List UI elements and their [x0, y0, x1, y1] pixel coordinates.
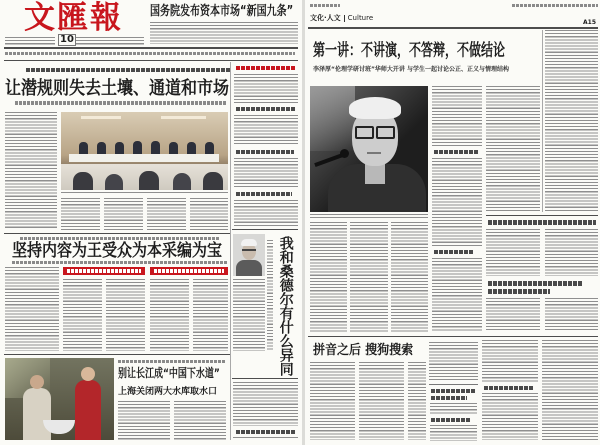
related-box — [429, 384, 478, 441]
article-subhead — [434, 150, 478, 154]
sidebar-red-headline — [236, 66, 296, 70]
related-text — [430, 403, 477, 415]
body-text-column — [63, 279, 102, 351]
feature-vertical-headline: 我和桑德尔有什么异同 — [277, 236, 294, 376]
photo-table — [69, 154, 219, 162]
column-rule — [232, 229, 298, 230]
column-rule — [4, 60, 298, 61]
lead-subheadline — [15, 101, 227, 105]
body-text-column — [432, 86, 482, 146]
body-text-column — [359, 362, 404, 440]
sidebar-headline — [236, 192, 292, 196]
body-text-column — [486, 86, 540, 212]
bottom-kicker — [118, 360, 226, 363]
column-divider — [542, 30, 543, 212]
column-rule — [308, 27, 598, 29]
photo-hair — [349, 97, 401, 119]
body-text-column — [150, 22, 298, 44]
sidebar-text — [234, 115, 298, 146]
body-text-column — [545, 30, 598, 212]
section-divider — [344, 15, 345, 22]
red-bar-text — [154, 269, 224, 273]
body-text-column — [193, 279, 228, 351]
photo-figure — [203, 172, 223, 190]
sidebar-text — [234, 158, 298, 188]
body-text-column — [432, 258, 482, 332]
byline-text — [267, 240, 273, 350]
page-header-text — [310, 4, 340, 7]
column-rule — [232, 378, 298, 379]
microphone-head — [340, 149, 349, 158]
body-text-column — [542, 340, 598, 440]
masthead-info-text — [76, 37, 144, 46]
section-name-en: Culture — [347, 14, 374, 22]
top-headline: 国务院发布资本市场“新国九条” — [150, 4, 294, 19]
article-subhead — [484, 386, 534, 390]
river-photo — [5, 358, 114, 440]
section-name: 文化·人文 — [310, 14, 341, 22]
author-portrait — [233, 234, 265, 276]
body-text-column — [408, 362, 426, 440]
sidebar-text — [234, 200, 298, 227]
bottom-subheadline: 上海关闭两大水库取水口 — [118, 387, 218, 397]
second-subheadline — [12, 261, 227, 264]
box-headline — [488, 281, 583, 286]
photo-glasses-left — [355, 126, 374, 139]
sidebar-headline — [236, 430, 296, 434]
ceiling-light — [161, 116, 206, 119]
body-text-column — [174, 401, 226, 440]
photo-light — [310, 86, 355, 151]
page-header-text — [512, 4, 598, 7]
photo-figure-head — [30, 375, 44, 389]
photo-figure — [73, 172, 93, 190]
body-text-column — [482, 340, 538, 382]
body-text-column — [233, 279, 265, 351]
second-headline: 坚持内容为王受众为本采编为宝 — [12, 239, 223, 261]
body-text-column — [432, 158, 482, 246]
section-label — [310, 15, 373, 22]
body-text-column — [61, 198, 100, 230]
body-text-column — [545, 229, 598, 276]
index-strip — [5, 52, 295, 55]
sidebar-divider — [230, 62, 231, 440]
portrait-body — [236, 260, 262, 276]
photo-figure — [133, 141, 142, 155]
photo-figure — [23, 388, 51, 440]
culture-subheadline: 李泽厚“伦理学研讨班”华师大开讲 与学生一起讨论公正、正义与情理结构 — [313, 66, 509, 73]
body-text-column — [190, 198, 228, 230]
scholar-photo — [310, 86, 428, 212]
red-section-bar — [150, 267, 228, 275]
sidebar-text — [234, 74, 298, 103]
column-rule — [4, 233, 230, 234]
page-number: A15 — [583, 19, 596, 26]
body-text-column — [5, 112, 57, 230]
column-rule — [4, 354, 230, 355]
photo-glasses-right — [376, 126, 395, 139]
photo-caption — [310, 214, 428, 219]
body-text-column — [486, 229, 540, 276]
body-text-column — [482, 393, 538, 440]
photo-figure-head — [81, 367, 95, 381]
photo-mouth — [367, 152, 381, 154]
bottom-headline: 别让长江成“中国下水道” — [118, 367, 220, 381]
red-section-bar — [63, 267, 145, 275]
portrait-glasses — [242, 249, 256, 251]
sidebar-headline — [236, 107, 296, 111]
related-text — [430, 425, 477, 441]
sidebar-headline — [236, 150, 294, 154]
body-text-column — [5, 267, 59, 351]
photo-figure — [151, 141, 160, 155]
masthead: 文匯報 — [24, 0, 123, 36]
body-text-column — [106, 279, 145, 351]
box-headline — [488, 220, 596, 225]
photo-figure — [139, 171, 159, 190]
sidebar-text — [233, 437, 298, 440]
photo-figure — [75, 380, 101, 440]
body-text-column — [350, 222, 388, 332]
body-text-column — [310, 362, 355, 440]
column-rule — [4, 47, 298, 49]
photo-figure — [105, 174, 123, 190]
lead-headline: 让潜规则失去土壤、通道和市场 — [5, 76, 230, 99]
body-text-column — [429, 342, 478, 380]
photo-figure — [173, 173, 191, 190]
related-headline — [431, 396, 467, 400]
related-headline — [431, 389, 475, 393]
body-text-column — [104, 198, 143, 230]
sidebar-text — [233, 382, 298, 426]
article-subhead — [434, 250, 474, 254]
body-text-column — [545, 298, 598, 332]
related-headline — [431, 418, 471, 422]
portrait-hair — [241, 239, 257, 246]
body-text-column — [391, 222, 428, 332]
red-bar-text — [67, 269, 141, 273]
ceiling-light — [81, 116, 121, 119]
meeting-photo — [61, 112, 228, 190]
column-rule — [308, 336, 598, 337]
bottom-culture-headline: 拼音之后 搜狗搜索 — [313, 341, 414, 358]
date-day: 10 — [60, 34, 74, 45]
body-text-column — [310, 222, 347, 332]
body-text-column — [486, 298, 540, 332]
box-headline — [488, 289, 550, 294]
body-text-column — [147, 198, 186, 230]
masthead-info-text — [5, 37, 55, 46]
lead-kicker — [26, 68, 230, 72]
culture-headline: 第一讲：不讲演，不答辩，不做结论 — [313, 40, 506, 60]
photo-caption — [61, 192, 228, 195]
column-rule — [486, 215, 598, 216]
body-text-column — [118, 401, 170, 440]
body-text-column — [150, 279, 189, 351]
